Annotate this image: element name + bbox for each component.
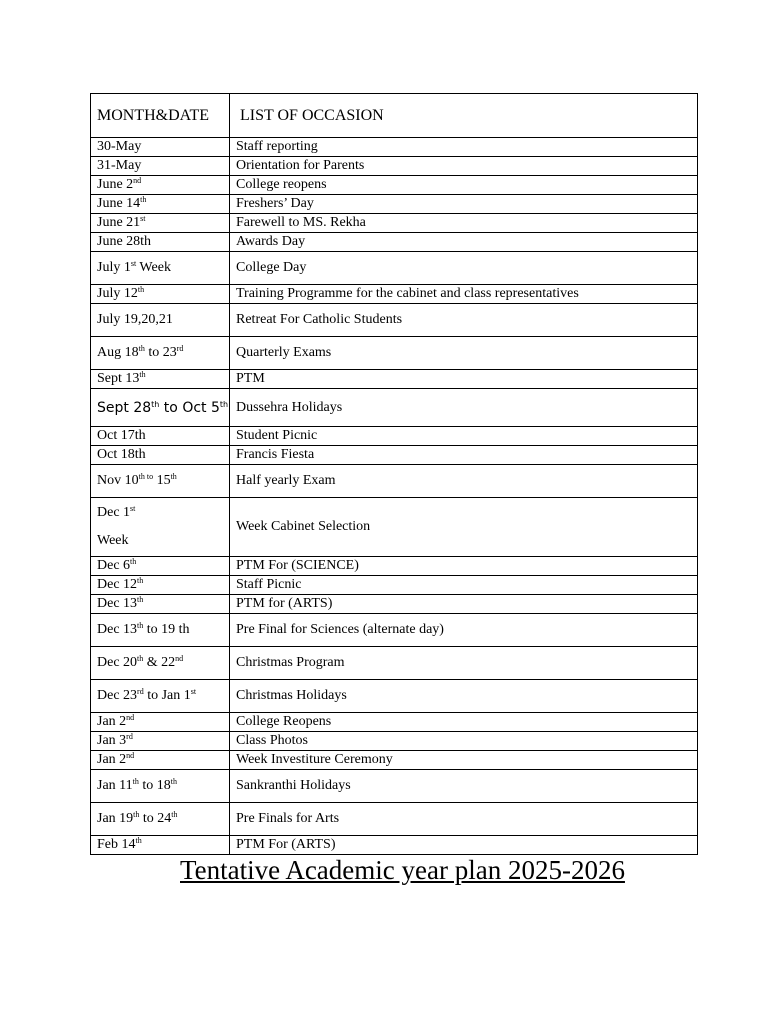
row-date: 30-May: [91, 138, 230, 157]
table-row: [91, 337, 698, 370]
table-header-row: [91, 94, 698, 138]
table-row: [91, 614, 698, 647]
row-occasion: Week Investiture Ceremony: [230, 751, 698, 770]
table-row: [91, 576, 698, 595]
row-date: Dec 13th: [91, 595, 230, 614]
row-date: July 19,20,21: [91, 304, 230, 337]
row-occasion: PTM For (SCIENCE): [230, 557, 698, 576]
table-row: [91, 595, 698, 614]
row-date: Dec 20th & 22nd: [91, 647, 230, 680]
table-row: [91, 836, 698, 855]
row-occasion: College Day: [230, 252, 698, 285]
row-occasion: Farewell to MS. Rekha: [230, 214, 698, 233]
row-date: Sept 13th: [91, 370, 230, 389]
table-row: [91, 138, 698, 157]
row-occasion: Christmas Holidays: [230, 680, 698, 713]
row-occasion: College Reopens: [230, 713, 698, 732]
row-date: Jan 2nd: [91, 751, 230, 770]
table-row: [91, 446, 698, 465]
row-date: Jan 11th to 18th: [91, 770, 230, 803]
table-row: [91, 214, 698, 233]
table-row: [91, 370, 698, 389]
row-occasion: Student Picnic: [230, 427, 698, 446]
table-row: [91, 803, 698, 836]
row-date: June 21st: [91, 214, 230, 233]
row-occasion: Half yearly Exam: [230, 465, 698, 498]
row-occasion: Dussehra Holidays: [230, 389, 698, 427]
table-row: [91, 427, 698, 446]
row-date: 31-May: [91, 157, 230, 176]
row-occasion: Freshers’ Day: [230, 195, 698, 214]
row-occasion: Training Programme for the cabinet and class representatives: [230, 285, 698, 304]
table-row: [91, 304, 698, 337]
row-occasion: Staff reporting: [230, 138, 698, 157]
row-occasion: Orientation for Parents: [230, 157, 698, 176]
table-row: [91, 233, 698, 252]
row-date: Dec 6th: [91, 557, 230, 576]
table-row: [91, 252, 698, 285]
row-occasion: Week Cabinet Selection: [230, 498, 698, 557]
row-occasion: College reopens: [230, 176, 698, 195]
row-date: Aug 18th to 23rd: [91, 337, 230, 370]
row-date: July 12th: [91, 285, 230, 304]
table-row: [91, 732, 698, 751]
row-date: July 1st Week: [91, 252, 230, 285]
row-occasion: PTM for (ARTS): [230, 595, 698, 614]
row-date: Oct 17th: [91, 427, 230, 446]
row-date: Jan 3rd: [91, 732, 230, 751]
row-occasion: PTM For (ARTS): [230, 836, 698, 855]
row-occasion: Staff Picnic: [230, 576, 698, 595]
table-row: [91, 713, 698, 732]
row-date: June 14th: [91, 195, 230, 214]
row-occasion: Pre Finals for Arts: [230, 803, 698, 836]
row-occasion: Francis Fiesta: [230, 446, 698, 465]
row-occasion: Quarterly Exams: [230, 337, 698, 370]
row-date: Sept 28th to Oct 5th: [91, 389, 230, 427]
table-row: [91, 285, 698, 304]
row-date: Feb 14th: [91, 836, 230, 855]
table-row: [91, 195, 698, 214]
row-occasion: Christmas Program: [230, 647, 698, 680]
row-date: Nov $10^{th to}$ 15th: [91, 465, 230, 498]
table-row: [91, 680, 698, 713]
row-date: June 28th: [91, 233, 230, 252]
table-row: [91, 751, 698, 770]
row-occasion: Sankranthi Holidays: [230, 770, 698, 803]
row-occasion: Awards Day: [230, 233, 698, 252]
table-row: [91, 557, 698, 576]
table-row: [91, 647, 698, 680]
header-month-date: MONTH&DATE: [97, 106, 209, 124]
table-row: [91, 498, 698, 557]
row-date: Jan 19th to 24th: [91, 803, 230, 836]
row-occasion: PTM: [230, 370, 698, 389]
row-occasion: Class Photos: [230, 732, 698, 751]
row-date: June 2nd: [91, 176, 230, 195]
academic-plan-table: [90, 93, 698, 855]
table-row: [91, 465, 698, 498]
row-date: Jan 2nd: [91, 713, 230, 732]
header-list-of-occasion: LIST OF OCCASION: [230, 94, 698, 138]
row-date: Oct 18th: [91, 446, 230, 465]
row-date: Dec 23rd to Jan 1st: [91, 680, 230, 713]
table-row: [91, 770, 698, 803]
row-date: Dec 1st Week: [91, 498, 230, 557]
row-occasion: Retreat For Catholic Students: [230, 304, 698, 337]
table-row: [91, 157, 698, 176]
document-title: Tentative Academic year plan 2025-2026: [180, 855, 625, 885]
table-row: [91, 389, 698, 427]
row-occasion: Pre Final for Sciences (alternate day): [230, 614, 698, 647]
row-date: Dec 13th to 19 th: [91, 614, 230, 647]
table-row: [91, 176, 698, 195]
row-date: Dec 12th: [91, 576, 230, 595]
